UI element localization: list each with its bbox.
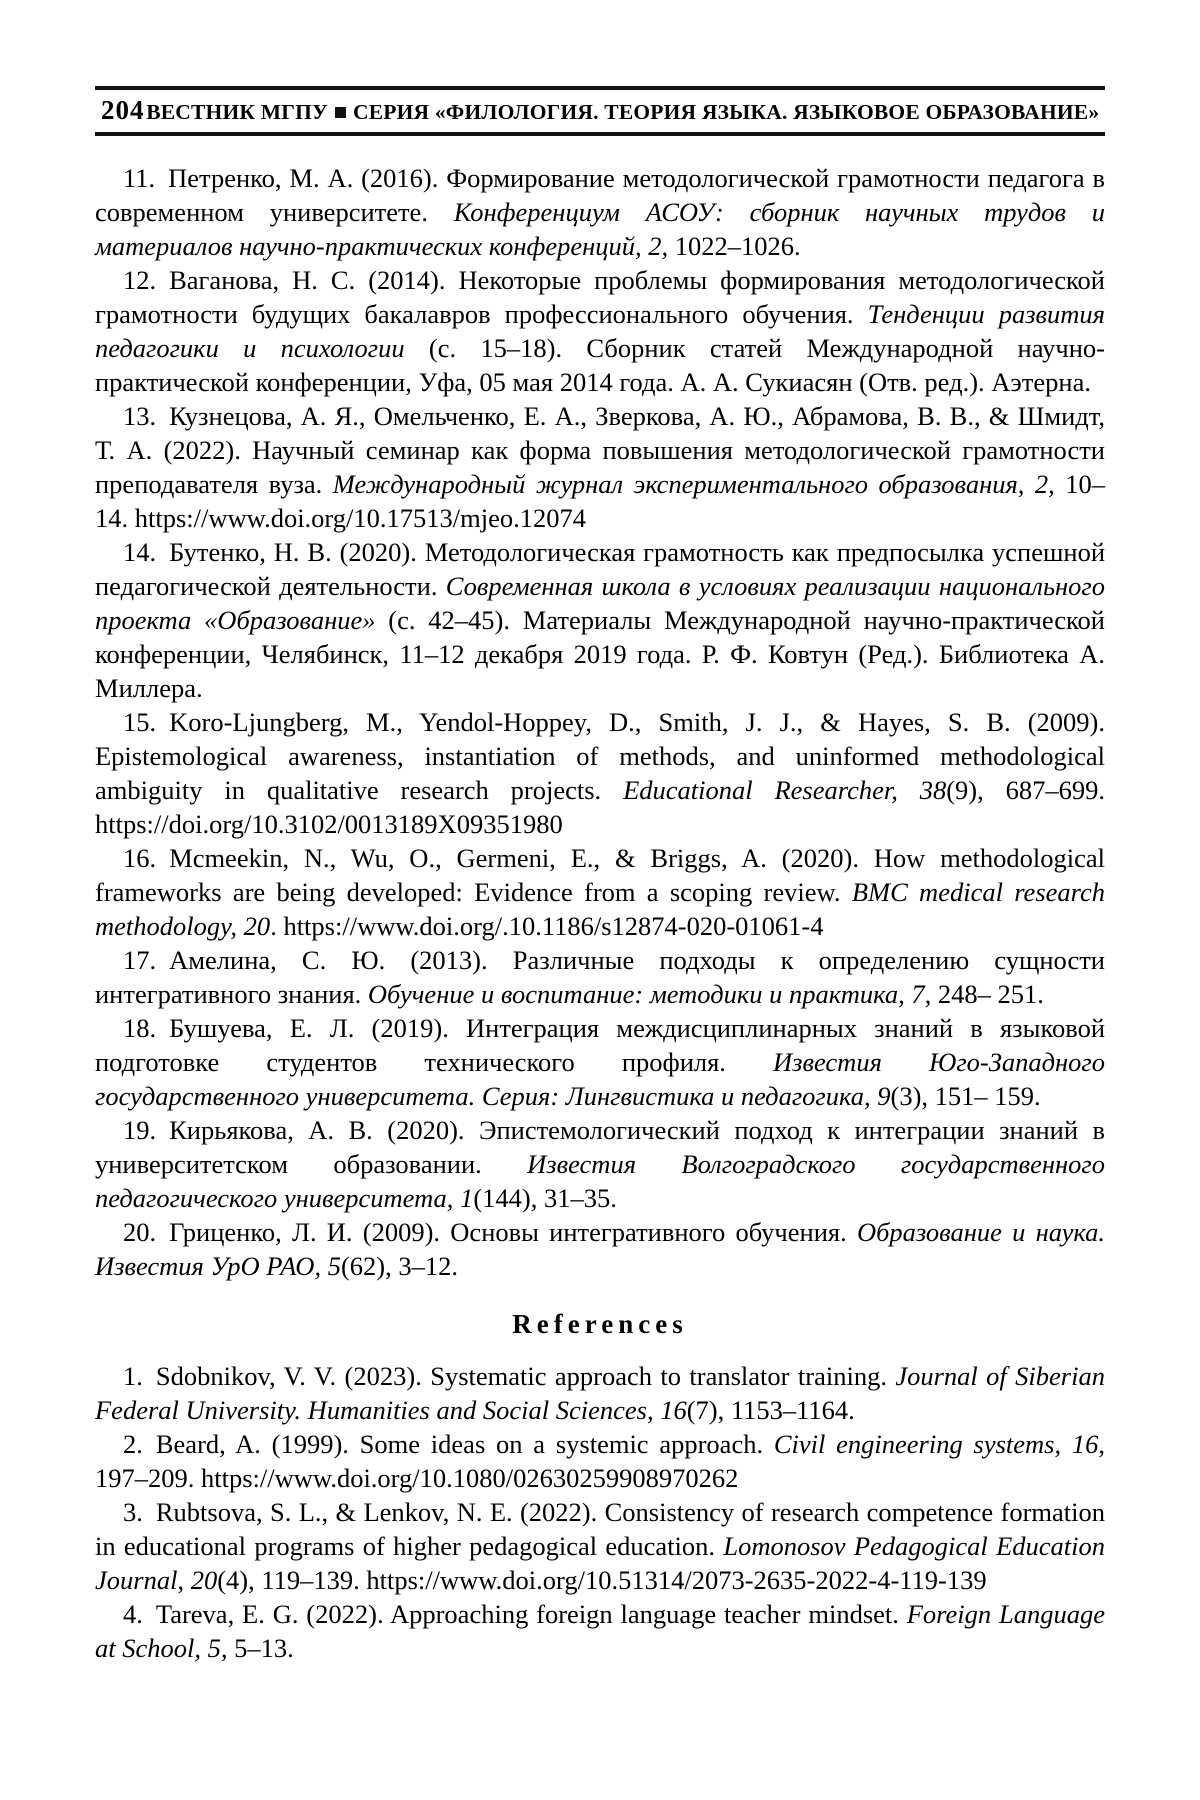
- reference-text-segment: 20: [190, 1565, 218, 1595]
- reference-text-segment: (4), 119–139. https://www.doi.org/10.51314/2073-2635-2022-4-119-139: [217, 1565, 987, 1595]
- reference-text-segment: (с. 42–45). Материалы Международной научно-практической конференции, Челябинск, 11–12 декабря 2019 года. Р. Ф. Ковтун (Ред.). Библиотека А. Миллера.: [95, 605, 1105, 703]
- reference-text-segment: 1022–1026.: [674, 231, 801, 261]
- reference-item: [95, 1113, 1105, 1215]
- reference-number: 16.: [123, 843, 157, 873]
- reference-text-segment: Lomonosov Pedagogical Education Journal: [95, 1531, 1105, 1595]
- reference-text-segment: Петренко, М. А. (2016). Формирование методологической грамотности педагога в современном университете.: [95, 163, 1105, 227]
- reference-item: [95, 1427, 1105, 1495]
- reference-text-segment: Гриценко, Л. И. (2009). Основы интегративного обучения.: [169, 1217, 857, 1247]
- reference-number: 15.: [123, 707, 157, 737]
- reference-number: 4.: [123, 1599, 143, 1629]
- reference-item: [95, 1011, 1105, 1113]
- reference-text-segment: Foreign Language at School, 5,: [95, 1599, 1105, 1663]
- reference-text-segment: Конференциум АСОУ: сборник научных трудов и материалов научно-практических конференций, 2,: [95, 197, 1105, 261]
- page-number: 204: [101, 95, 145, 125]
- running-head: [95, 90, 1105, 132]
- reference-text-segment: (3), 151– 159.: [890, 1081, 1041, 1111]
- reference-number: 17.: [123, 945, 157, 975]
- reference-number: 14.: [123, 537, 157, 567]
- reference-text-segment: Civil engineering systems, 16,: [773, 1429, 1105, 1459]
- reference-number: 2.: [123, 1429, 143, 1459]
- reference-item: [95, 399, 1105, 535]
- reference-text-segment: Mcmeekin, N., Wu, O., Germeni, E., & Briggs, A. (2020). How methodological frameworks are being developed: Evidence from a scoping review.: [95, 843, 1105, 907]
- reference-text-segment: (с. 15–18). Сборник статей Международной научно-практической конференции, Уфа, 05 мая 2014 года. А. А. Сукиасян (Отв. ред.). Аэтерна.: [95, 333, 1105, 397]
- russian-reference-list: [95, 161, 1105, 1283]
- reference-text-segment: Известия Юго-Западного государственного университета. Серия: Лингвистика и педагогика, 9: [95, 1047, 1106, 1111]
- reference-text-segment: Обучение и воспитание: методики и практика, 7,: [367, 979, 938, 1009]
- reference-text-segment: Educational Researcher, 38: [623, 775, 947, 805]
- reference-number: 3.: [123, 1497, 143, 1527]
- reference-text-segment: 5–13.: [234, 1633, 294, 1663]
- reference-item: [95, 1215, 1105, 1283]
- reference-text-segment: Sdobnikov, V. V. (2023). Systematic approach to translator training.: [155, 1361, 896, 1391]
- reference-text-segment: Современная школа в условиях реализации национального проекта «Образование»: [95, 571, 1105, 635]
- reference-text-segment: Rubtsova, S. L., & Lenkov, N. E. (2022). Consistency of research competence formation in educational programs of higher pedagogical education.: [95, 1497, 1105, 1561]
- reference-item: [95, 841, 1105, 943]
- journal-name: ВЕСТНИК МГПУ: [146, 100, 329, 124]
- reference-number: 20.: [123, 1217, 157, 1247]
- series-title: СЕРИЯ «ФИЛОЛОГИЯ. ТЕОРИЯ ЯЗЫКА. ЯЗЫКОВОЕ ОБРАЗОВАНИЕ»: [353, 100, 1100, 124]
- reference-text-segment: Journal of Siberian Federal University. Humanities and Social Sciences: [95, 1361, 1105, 1425]
- reference-text-segment: ,: [646, 1395, 661, 1425]
- reference-item: [95, 535, 1105, 705]
- reference-text-segment: 10–14. https://www.doi.org/10.17513/mjeo.12074: [95, 469, 1105, 533]
- reference-text-segment: Koro-Ljungberg, M., Yendol-Hoppey, D., Smith, J. J., & Hayes, S. B. (2009). Epistemological awareness, instantiation of methods, and uninformed methodological ambiguity in qualitative research projects.: [95, 707, 1105, 805]
- reference-text-segment: (7), 1153–1164.: [686, 1395, 855, 1425]
- reference-text-segment: Кузнецова, А. Я., Омельченко, Е. А., Зверкова, А. Ю., Абрамова, В. В., & Шмидт, Т. А. (2022). Научный семинар как форма повышения методологической грамотности преподавателя вуза.: [95, 401, 1105, 499]
- reference-text-segment: Амелина, С. Ю. (2013). Различные подходы к определению сущности интегративного знания.: [95, 945, 1105, 1009]
- reference-text-segment: . https://www.doi.org/.10.1186/s12874-020-01061-4: [270, 911, 824, 941]
- reference-text-segment: Тенденции развития педагогики и психологии: [95, 299, 1105, 363]
- reference-text-segment: (62), 3–12.: [340, 1251, 458, 1281]
- page-header: [95, 86, 1105, 136]
- references-heading: References: [512, 1309, 688, 1339]
- reference-text-segment: BMC medical research methodology, 20: [95, 877, 1105, 941]
- reference-number: 12.: [123, 265, 157, 295]
- reference-text-segment: Кирьякова, А. В. (2020). Эпистемологический подход к интеграции знаний в университетском образовании.: [95, 1115, 1105, 1179]
- reference-text-segment: 16: [660, 1395, 687, 1425]
- reference-number: 19.: [123, 1115, 157, 1145]
- reference-item: [95, 1359, 1105, 1427]
- reference-item: [95, 1495, 1105, 1597]
- reference-item: [95, 161, 1105, 263]
- reference-text-segment: 248– 251.: [937, 979, 1044, 1009]
- reference-text-segment: Бутенко, Н. В. (2020). Методологическая грамотность как предпосылка успешной педагогической деятельности.: [95, 537, 1105, 601]
- reference-number: 18.: [123, 1013, 157, 1043]
- reference-text-segment: ,: [177, 1565, 191, 1595]
- journal-title: [145, 100, 1102, 125]
- reference-item: [95, 1597, 1105, 1665]
- reference-number: 11.: [123, 163, 156, 193]
- reference-text-segment: Beard, A. (1999). Some ideas on a systemic approach.: [155, 1429, 774, 1459]
- reference-text-segment: Образование и наука. Известия УрО РАО, 5: [95, 1217, 1106, 1281]
- english-reference-list: [95, 1359, 1105, 1665]
- reference-text-segment: Известия Волгоградского государственного педагогического университета, 1: [95, 1149, 1105, 1213]
- reference-item: [95, 263, 1105, 399]
- reference-number: 1.: [123, 1361, 143, 1391]
- references-section: [95, 136, 1105, 1665]
- reference-item: [95, 943, 1105, 1011]
- reference-text-segment: (144), 31–35.: [473, 1183, 617, 1213]
- reference-number: 13.: [123, 401, 157, 431]
- reference-text-segment: Бушуева, Е. Л. (2019). Интеграция междисциплинарных знаний в языковой подготовке студентов технического профиля.: [95, 1013, 1105, 1077]
- square-bullet-icon: [335, 107, 346, 118]
- reference-text-segment: Tareva, E. G. (2022). Approaching foreign language teacher mindset.: [155, 1599, 907, 1629]
- reference-text-segment: (9), 687–699. https://doi.org/10.3102/0013189X09351980: [95, 775, 1106, 839]
- reference-text-segment: Ваганова, Н. С. (2014). Некоторые проблемы формирования методологической грамотности будущих бакалавров профессионального обучения.: [95, 265, 1105, 329]
- reference-item: [95, 705, 1105, 841]
- reference-text-segment: Международный журнал экспериментального образования, 2,: [332, 469, 1066, 499]
- reference-text-segment: 197–209. https://www.doi.org/10.1080/02630259908970262: [95, 1463, 739, 1493]
